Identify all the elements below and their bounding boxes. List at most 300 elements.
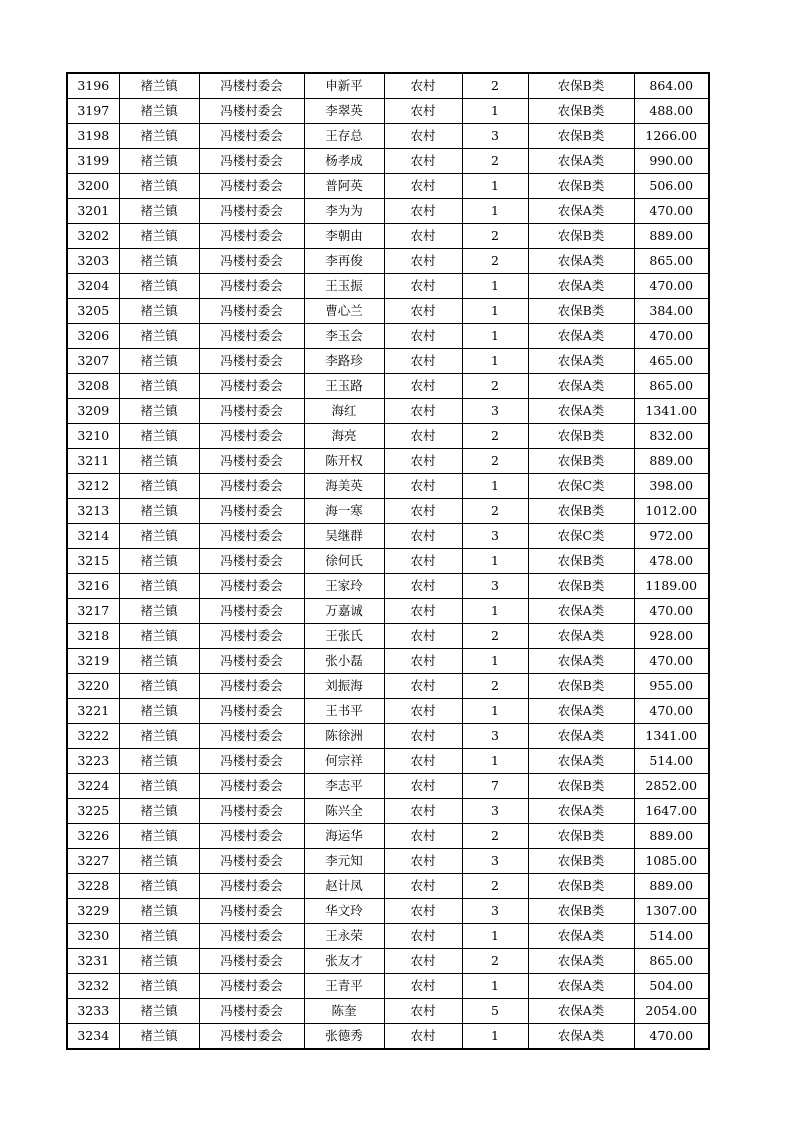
- cell-serial: 3221: [67, 699, 119, 724]
- cell-name: 李再俊: [304, 249, 384, 274]
- cell-amount: 470.00: [634, 599, 709, 624]
- cell-serial: 3203: [67, 249, 119, 274]
- cell-household-size: 2: [462, 874, 528, 899]
- cell-category: 农保A类: [528, 324, 634, 349]
- cell-area: 农村: [384, 424, 462, 449]
- cell-household-size: 1: [462, 1024, 528, 1050]
- cell-amount: 2054.00: [634, 999, 709, 1024]
- cell-town: 褚兰镇: [119, 174, 199, 199]
- cell-area: 农村: [384, 949, 462, 974]
- cell-serial: 3229: [67, 899, 119, 924]
- cell-village: 冯楼村委会: [199, 374, 304, 399]
- cell-amount: 972.00: [634, 524, 709, 549]
- cell-area: 农村: [384, 374, 462, 399]
- cell-village: 冯楼村委会: [199, 474, 304, 499]
- cell-serial: 3224: [67, 774, 119, 799]
- cell-amount: 1341.00: [634, 399, 709, 424]
- table-row: [67, 424, 709, 449]
- cell-household-size: 1: [462, 699, 528, 724]
- cell-serial: 3230: [67, 924, 119, 949]
- cell-household-size: 2: [462, 424, 528, 449]
- table-row: [67, 299, 709, 324]
- table-row: [67, 73, 709, 99]
- cell-town: 褚兰镇: [119, 674, 199, 699]
- cell-area: 农村: [384, 599, 462, 624]
- cell-name: 万嘉诚: [304, 599, 384, 624]
- cell-amount: 465.00: [634, 349, 709, 374]
- cell-village: 冯楼村委会: [199, 249, 304, 274]
- cell-serial: 3210: [67, 424, 119, 449]
- cell-area: 农村: [384, 349, 462, 374]
- cell-category: 农保A类: [528, 749, 634, 774]
- cell-amount: 470.00: [634, 1024, 709, 1050]
- cell-name: 李翠英: [304, 99, 384, 124]
- table-row: [67, 574, 709, 599]
- table-row: [67, 699, 709, 724]
- cell-serial: 3218: [67, 624, 119, 649]
- cell-household-size: 2: [462, 624, 528, 649]
- cell-serial: 3199: [67, 149, 119, 174]
- cell-village: 冯楼村委会: [199, 424, 304, 449]
- cell-name: 李玉会: [304, 324, 384, 349]
- cell-category: 农保A类: [528, 249, 634, 274]
- cell-town: 褚兰镇: [119, 799, 199, 824]
- cell-category: 农保A类: [528, 599, 634, 624]
- cell-town: 褚兰镇: [119, 399, 199, 424]
- cell-village: 冯楼村委会: [199, 449, 304, 474]
- cell-area: 农村: [384, 999, 462, 1024]
- cell-town: 褚兰镇: [119, 724, 199, 749]
- table-row: [67, 474, 709, 499]
- cell-household-size: 1: [462, 974, 528, 999]
- cell-name: 杨孝成: [304, 149, 384, 174]
- table-row: [67, 549, 709, 574]
- cell-serial: 3231: [67, 949, 119, 974]
- cell-town: 褚兰镇: [119, 574, 199, 599]
- cell-area: 农村: [384, 724, 462, 749]
- cell-category: 农保A类: [528, 924, 634, 949]
- table-row: [67, 199, 709, 224]
- cell-area: 农村: [384, 274, 462, 299]
- cell-amount: 865.00: [634, 249, 709, 274]
- cell-serial: 3215: [67, 549, 119, 574]
- cell-village: 冯楼村委会: [199, 749, 304, 774]
- cell-serial: 3206: [67, 324, 119, 349]
- cell-amount: 865.00: [634, 374, 709, 399]
- cell-serial: 3205: [67, 299, 119, 324]
- cell-amount: 488.00: [634, 99, 709, 124]
- table-row: [67, 174, 709, 199]
- cell-village: 冯楼村委会: [199, 224, 304, 249]
- cell-amount: 2852.00: [634, 774, 709, 799]
- cell-area: 农村: [384, 299, 462, 324]
- cell-household-size: 2: [462, 374, 528, 399]
- cell-village: 冯楼村委会: [199, 499, 304, 524]
- cell-town: 褚兰镇: [119, 699, 199, 724]
- table-row: [67, 249, 709, 274]
- cell-village: 冯楼村委会: [199, 699, 304, 724]
- cell-name: 李路珍: [304, 349, 384, 374]
- table-row: [67, 624, 709, 649]
- table-row: [67, 924, 709, 949]
- cell-town: 褚兰镇: [119, 874, 199, 899]
- cell-town: 褚兰镇: [119, 1024, 199, 1050]
- cell-village: 冯楼村委会: [199, 199, 304, 224]
- cell-household-size: 1: [462, 299, 528, 324]
- cell-name: 王玉路: [304, 374, 384, 399]
- cell-area: 农村: [384, 924, 462, 949]
- cell-village: 冯楼村委会: [199, 824, 304, 849]
- cell-village: 冯楼村委会: [199, 174, 304, 199]
- cell-town: 褚兰镇: [119, 349, 199, 374]
- cell-village: 冯楼村委会: [199, 899, 304, 924]
- cell-name: 曹心兰: [304, 299, 384, 324]
- cell-town: 褚兰镇: [119, 324, 199, 349]
- cell-village: 冯楼村委会: [199, 524, 304, 549]
- cell-name: 陈兴全: [304, 799, 384, 824]
- cell-household-size: 2: [462, 249, 528, 274]
- cell-village: 冯楼村委会: [199, 974, 304, 999]
- table-body: [67, 73, 709, 1049]
- cell-household-size: 3: [462, 899, 528, 924]
- table-row: [67, 799, 709, 824]
- cell-area: 农村: [384, 549, 462, 574]
- cell-town: 褚兰镇: [119, 524, 199, 549]
- cell-household-size: 3: [462, 799, 528, 824]
- cell-amount: 889.00: [634, 874, 709, 899]
- cell-name: 李为为: [304, 199, 384, 224]
- cell-category: 农保A类: [528, 274, 634, 299]
- cell-category: 农保A类: [528, 1024, 634, 1050]
- table-row: [67, 999, 709, 1024]
- cell-name: 海美英: [304, 474, 384, 499]
- cell-household-size: 7: [462, 774, 528, 799]
- cell-household-size: 2: [462, 73, 528, 99]
- cell-area: 农村: [384, 1024, 462, 1050]
- cell-town: 褚兰镇: [119, 624, 199, 649]
- cell-serial: 3220: [67, 674, 119, 699]
- cell-household-size: 1: [462, 474, 528, 499]
- cell-amount: 1266.00: [634, 124, 709, 149]
- cell-area: 农村: [384, 474, 462, 499]
- cell-amount: 470.00: [634, 699, 709, 724]
- cell-village: 冯楼村委会: [199, 949, 304, 974]
- cell-village: 冯楼村委会: [199, 73, 304, 99]
- cell-town: 褚兰镇: [119, 849, 199, 874]
- cell-area: 农村: [384, 974, 462, 999]
- cell-household-size: 2: [462, 449, 528, 474]
- cell-village: 冯楼村委会: [199, 924, 304, 949]
- cell-town: 褚兰镇: [119, 274, 199, 299]
- cell-area: 农村: [384, 249, 462, 274]
- cell-name: 李志平: [304, 774, 384, 799]
- cell-name: 王书平: [304, 699, 384, 724]
- cell-category: 农保A类: [528, 149, 634, 174]
- cell-category: 农保A类: [528, 399, 634, 424]
- cell-category: 农保A类: [528, 699, 634, 724]
- cell-category: 农保B类: [528, 99, 634, 124]
- cell-household-size: 1: [462, 199, 528, 224]
- table-row: [67, 824, 709, 849]
- cell-town: 褚兰镇: [119, 899, 199, 924]
- cell-amount: 470.00: [634, 274, 709, 299]
- cell-area: 农村: [384, 574, 462, 599]
- cell-serial: 3234: [67, 1024, 119, 1050]
- cell-village: 冯楼村委会: [199, 1024, 304, 1050]
- cell-town: 褚兰镇: [119, 749, 199, 774]
- cell-category: 农保B类: [528, 424, 634, 449]
- cell-category: 农保B类: [528, 574, 634, 599]
- cell-category: 农保B类: [528, 899, 634, 924]
- cell-household-size: 1: [462, 324, 528, 349]
- cell-amount: 955.00: [634, 674, 709, 699]
- cell-area: 农村: [384, 324, 462, 349]
- cell-town: 褚兰镇: [119, 474, 199, 499]
- cell-area: 农村: [384, 899, 462, 924]
- cell-village: 冯楼村委会: [199, 874, 304, 899]
- cell-town: 褚兰镇: [119, 824, 199, 849]
- table-row: [67, 499, 709, 524]
- cell-serial: 3226: [67, 824, 119, 849]
- cell-village: 冯楼村委会: [199, 349, 304, 374]
- cell-amount: 398.00: [634, 474, 709, 499]
- cell-village: 冯楼村委会: [199, 399, 304, 424]
- cell-serial: 3232: [67, 974, 119, 999]
- table-row: [67, 324, 709, 349]
- cell-household-size: 3: [462, 724, 528, 749]
- cell-area: 农村: [384, 874, 462, 899]
- cell-household-size: 2: [462, 149, 528, 174]
- cell-town: 褚兰镇: [119, 549, 199, 574]
- cell-name: 陈奎: [304, 999, 384, 1024]
- cell-village: 冯楼村委会: [199, 549, 304, 574]
- cell-amount: 470.00: [634, 324, 709, 349]
- cell-amount: 504.00: [634, 974, 709, 999]
- cell-serial: 3202: [67, 224, 119, 249]
- cell-name: 张小磊: [304, 649, 384, 674]
- cell-village: 冯楼村委会: [199, 999, 304, 1024]
- table-row: [67, 599, 709, 624]
- cell-name: 陈开权: [304, 449, 384, 474]
- cell-town: 褚兰镇: [119, 424, 199, 449]
- cell-name: 陈徐洲: [304, 724, 384, 749]
- table-row: [67, 749, 709, 774]
- cell-household-size: 1: [462, 349, 528, 374]
- cell-serial: 3219: [67, 649, 119, 674]
- cell-category: 农保A类: [528, 949, 634, 974]
- table-row: [67, 949, 709, 974]
- cell-name: 海一寒: [304, 499, 384, 524]
- table-row: [67, 649, 709, 674]
- cell-category: 农保A类: [528, 374, 634, 399]
- cell-amount: 384.00: [634, 299, 709, 324]
- cell-village: 冯楼村委会: [199, 799, 304, 824]
- cell-town: 褚兰镇: [119, 924, 199, 949]
- cell-name: 海运华: [304, 824, 384, 849]
- cell-category: 农保B类: [528, 224, 634, 249]
- cell-village: 冯楼村委会: [199, 124, 304, 149]
- cell-village: 冯楼村委会: [199, 674, 304, 699]
- cell-amount: 1012.00: [634, 499, 709, 524]
- cell-household-size: 2: [462, 674, 528, 699]
- cell-category: 农保B类: [528, 499, 634, 524]
- table-row: [67, 449, 709, 474]
- cell-area: 农村: [384, 649, 462, 674]
- cell-area: 农村: [384, 99, 462, 124]
- cell-name: 刘振海: [304, 674, 384, 699]
- cell-name: 申新平: [304, 73, 384, 99]
- cell-amount: 1085.00: [634, 849, 709, 874]
- table-row: [67, 899, 709, 924]
- cell-area: 农村: [384, 849, 462, 874]
- cell-town: 褚兰镇: [119, 374, 199, 399]
- cell-area: 农村: [384, 224, 462, 249]
- cell-town: 褚兰镇: [119, 449, 199, 474]
- cell-household-size: 5: [462, 999, 528, 1024]
- cell-serial: 3201: [67, 199, 119, 224]
- cell-category: 农保A类: [528, 624, 634, 649]
- cell-category: 农保C类: [528, 524, 634, 549]
- cell-category: 农保B类: [528, 874, 634, 899]
- cell-category: 农保B类: [528, 774, 634, 799]
- cell-household-size: 3: [462, 524, 528, 549]
- cell-area: 农村: [384, 824, 462, 849]
- cell-town: 褚兰镇: [119, 99, 199, 124]
- cell-serial: 3200: [67, 174, 119, 199]
- cell-area: 农村: [384, 699, 462, 724]
- cell-village: 冯楼村委会: [199, 574, 304, 599]
- table-row: [67, 149, 709, 174]
- cell-town: 褚兰镇: [119, 949, 199, 974]
- cell-area: 农村: [384, 149, 462, 174]
- table-row: [67, 374, 709, 399]
- table-row: [67, 224, 709, 249]
- cell-serial: 3225: [67, 799, 119, 824]
- cell-name: 李朝由: [304, 224, 384, 249]
- cell-name: 徐何氏: [304, 549, 384, 574]
- cell-category: 农保B类: [528, 824, 634, 849]
- table-row: [67, 524, 709, 549]
- cell-village: 冯楼村委会: [199, 299, 304, 324]
- cell-village: 冯楼村委会: [199, 274, 304, 299]
- cell-name: 海红: [304, 399, 384, 424]
- cell-village: 冯楼村委会: [199, 149, 304, 174]
- cell-amount: 1189.00: [634, 574, 709, 599]
- cell-amount: 990.00: [634, 149, 709, 174]
- cell-serial: 3222: [67, 724, 119, 749]
- cell-serial: 3213: [67, 499, 119, 524]
- cell-household-size: 1: [462, 924, 528, 949]
- cell-town: 褚兰镇: [119, 974, 199, 999]
- cell-serial: 3216: [67, 574, 119, 599]
- cell-name: 王家玲: [304, 574, 384, 599]
- cell-category: 农保A类: [528, 199, 634, 224]
- cell-town: 褚兰镇: [119, 499, 199, 524]
- cell-serial: 3208: [67, 374, 119, 399]
- table-row: [67, 399, 709, 424]
- cell-category: 农保B类: [528, 849, 634, 874]
- cell-town: 褚兰镇: [119, 199, 199, 224]
- cell-name: 普阿英: [304, 174, 384, 199]
- table-row: [67, 274, 709, 299]
- cell-area: 农村: [384, 449, 462, 474]
- table-row: [67, 874, 709, 899]
- cell-household-size: 1: [462, 99, 528, 124]
- cell-amount: 514.00: [634, 924, 709, 949]
- cell-category: 农保A类: [528, 724, 634, 749]
- cell-area: 农村: [384, 124, 462, 149]
- cell-serial: 3233: [67, 999, 119, 1024]
- cell-area: 农村: [384, 199, 462, 224]
- cell-household-size: 3: [462, 574, 528, 599]
- cell-village: 冯楼村委会: [199, 724, 304, 749]
- cell-village: 冯楼村委会: [199, 99, 304, 124]
- cell-serial: 3198: [67, 124, 119, 149]
- cell-village: 冯楼村委会: [199, 649, 304, 674]
- cell-town: 褚兰镇: [119, 224, 199, 249]
- cell-area: 农村: [384, 73, 462, 99]
- cell-amount: 889.00: [634, 449, 709, 474]
- cell-household-size: 2: [462, 949, 528, 974]
- cell-name: 华文玲: [304, 899, 384, 924]
- cell-amount: 1307.00: [634, 899, 709, 924]
- cell-category: 农保B类: [528, 174, 634, 199]
- cell-serial: 3214: [67, 524, 119, 549]
- cell-amount: 865.00: [634, 949, 709, 974]
- cell-area: 农村: [384, 499, 462, 524]
- cell-household-size: 1: [462, 599, 528, 624]
- cell-serial: 3212: [67, 474, 119, 499]
- cell-name: 吴继群: [304, 524, 384, 549]
- table-row: [67, 774, 709, 799]
- cell-area: 农村: [384, 624, 462, 649]
- cell-amount: 889.00: [634, 824, 709, 849]
- cell-category: 农保A类: [528, 999, 634, 1024]
- cell-household-size: 1: [462, 749, 528, 774]
- cell-name: 王青平: [304, 974, 384, 999]
- cell-serial: 3228: [67, 874, 119, 899]
- record-table: [66, 72, 710, 1050]
- cell-household-size: 2: [462, 224, 528, 249]
- cell-category: 农保B类: [528, 549, 634, 574]
- table-row: [67, 349, 709, 374]
- cell-category: 农保B类: [528, 73, 634, 99]
- cell-category: 农保A类: [528, 349, 634, 374]
- cell-serial: 3197: [67, 99, 119, 124]
- cell-area: 农村: [384, 399, 462, 424]
- cell-town: 褚兰镇: [119, 599, 199, 624]
- cell-name: 王存总: [304, 124, 384, 149]
- cell-household-size: 2: [462, 499, 528, 524]
- cell-serial: 3204: [67, 274, 119, 299]
- table-row: [67, 724, 709, 749]
- cell-household-size: 1: [462, 649, 528, 674]
- cell-town: 褚兰镇: [119, 774, 199, 799]
- cell-name: 赵计凤: [304, 874, 384, 899]
- cell-town: 褚兰镇: [119, 999, 199, 1024]
- cell-amount: 514.00: [634, 749, 709, 774]
- cell-household-size: 3: [462, 399, 528, 424]
- cell-amount: 506.00: [634, 174, 709, 199]
- cell-category: 农保B类: [528, 124, 634, 149]
- cell-category: 农保A类: [528, 649, 634, 674]
- cell-household-size: 1: [462, 274, 528, 299]
- cell-serial: 3223: [67, 749, 119, 774]
- cell-category: 农保B类: [528, 449, 634, 474]
- cell-name: 海亮: [304, 424, 384, 449]
- cell-category: 农保A类: [528, 974, 634, 999]
- cell-category: 农保C类: [528, 474, 634, 499]
